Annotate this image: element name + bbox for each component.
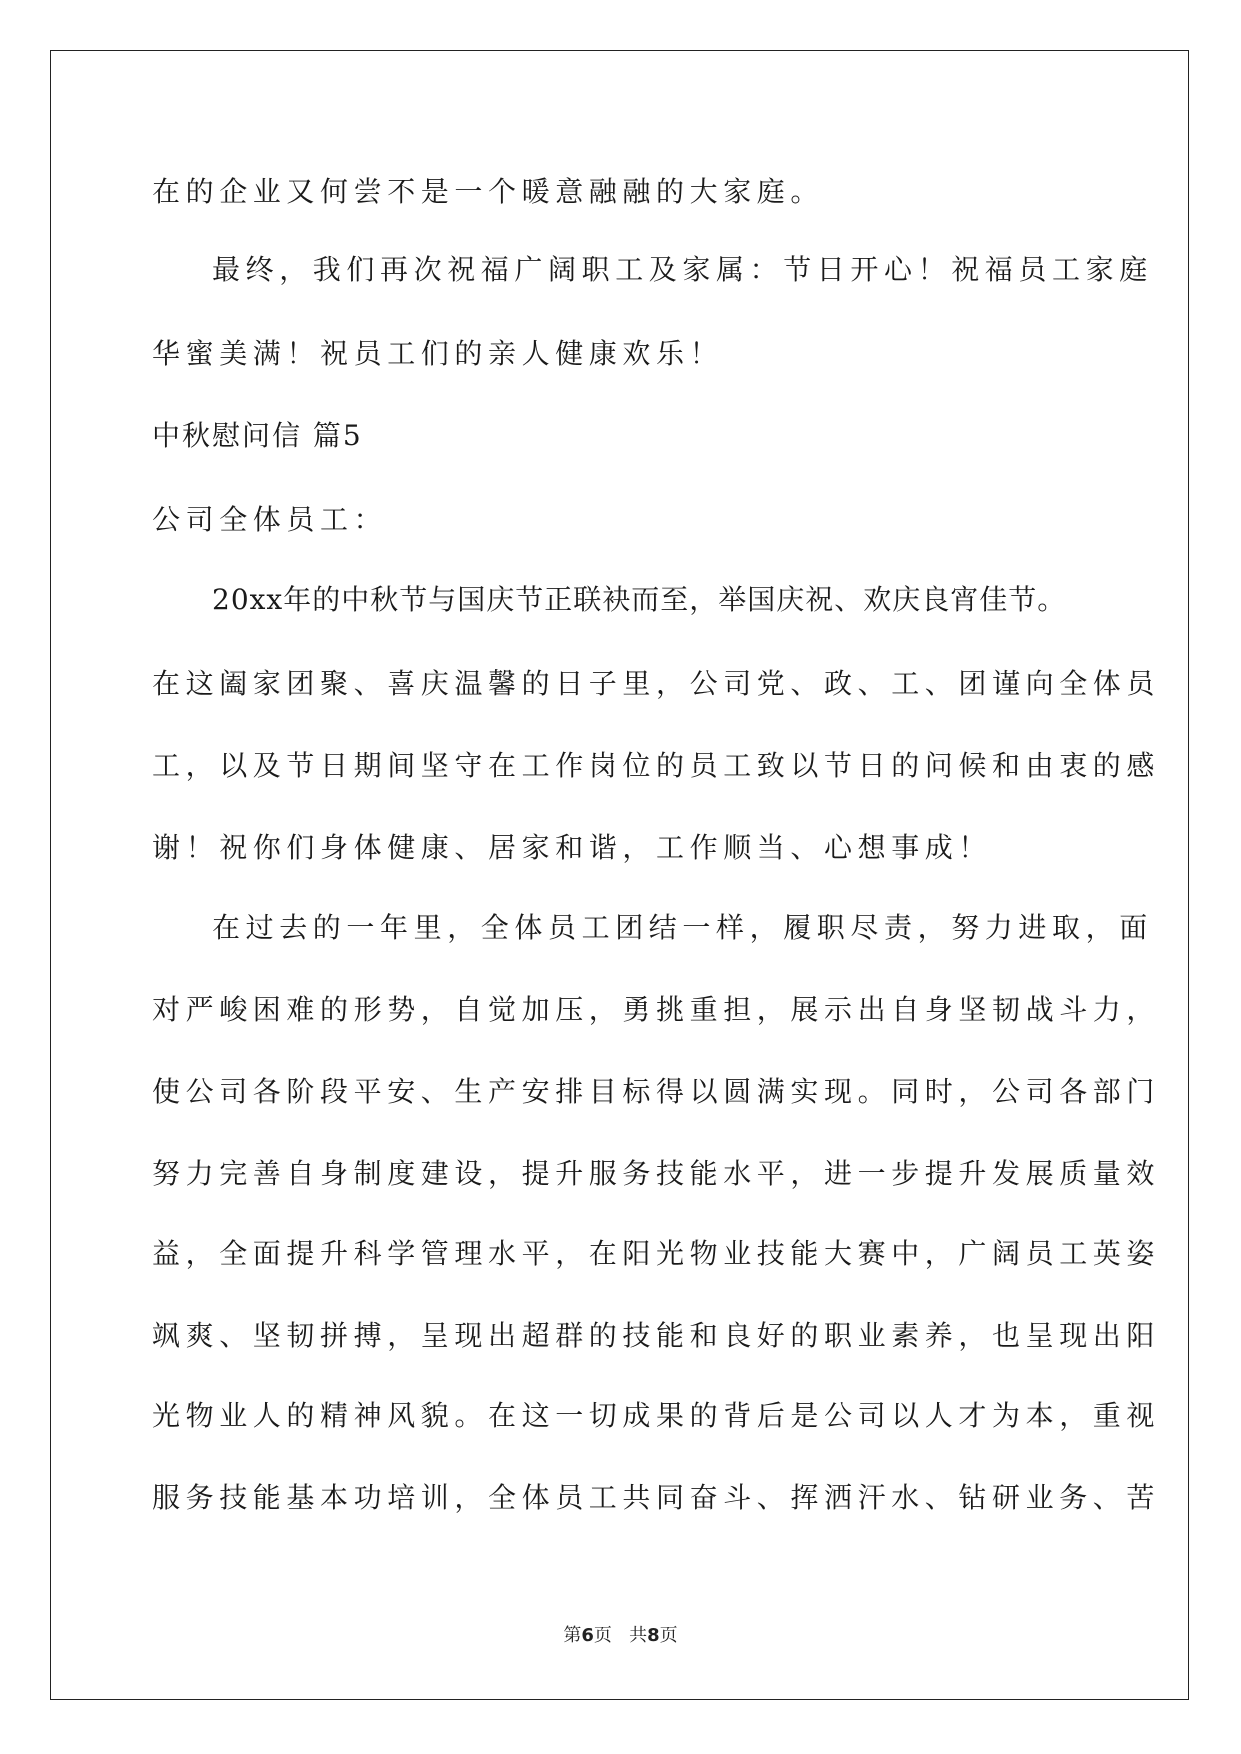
total-page-number: 8 bbox=[647, 1625, 660, 1646]
text-line: 华蜜美满！祝员工们的亲人健康欢乐！ bbox=[152, 337, 724, 370]
salutation: 公司全体员工： bbox=[152, 503, 388, 536]
text-line: 在这阖家团聚、喜庆温馨的日子里，公司党、政、工、团谨向全体员 bbox=[152, 667, 1161, 700]
text-line: 努力完善自身制度建设，提升服务技能水平，进一步提升发展质量效 bbox=[152, 1157, 1161, 1190]
text-line: 使公司各阶段平安、生产安排目标得以圆满实现。同时，公司各部门 bbox=[152, 1075, 1161, 1108]
text-line: 益，全面提升科学管理水平，在阳光物业技能大赛中，广阔员工英姿 bbox=[152, 1237, 1161, 1270]
text-line: 20xx年的中秋节与国庆节正联袂而至，举国庆祝、欢庆良宵佳节。 bbox=[212, 583, 1067, 616]
current-page-number: 6 bbox=[581, 1625, 594, 1646]
text-line: 飒爽、坚韧拼搏，呈现出超群的技能和良好的职业素养，也呈现出阳 bbox=[152, 1319, 1161, 1352]
section-heading: 中秋慰问信 篇5 bbox=[152, 419, 363, 452]
text-line: 工，以及节日期间坚守在工作岗位的员工致以节日的问候和由衷的感 bbox=[152, 749, 1161, 782]
text-line: 在的企业又何尝不是一个暖意融融的大家庭。 bbox=[152, 175, 825, 208]
page-footer bbox=[0, 1624, 1241, 1648]
text-line: 光物业人的精神风貌。在这一切成果的背后是公司以人才为本，重视 bbox=[152, 1399, 1161, 1432]
page-border bbox=[50, 50, 1189, 1700]
text-line: 在过去的一年里，全体员工团结一样，履职尽责，努力进取，面 bbox=[212, 911, 1153, 944]
text-line: 最终，我们再次祝福广阔职工及家属：节日开心！祝福员工家庭 bbox=[212, 253, 1153, 286]
footer-prefix: 第 bbox=[563, 1625, 582, 1646]
text-line: 谢！祝你们身体健康、居家和谐，工作顺当、心想事成！ bbox=[152, 831, 993, 864]
footer-middle: 页 共 bbox=[593, 1625, 648, 1646]
text-line: 对严峻困难的形势，自觉加压，勇挑重担，展示出自身坚韧战斗力， bbox=[152, 993, 1161, 1026]
text-line: 服务技能基本功培训，全体员工共同奋斗、挥洒汗水、钻研业务、苦 bbox=[152, 1481, 1161, 1514]
footer-suffix: 页 bbox=[659, 1625, 678, 1646]
